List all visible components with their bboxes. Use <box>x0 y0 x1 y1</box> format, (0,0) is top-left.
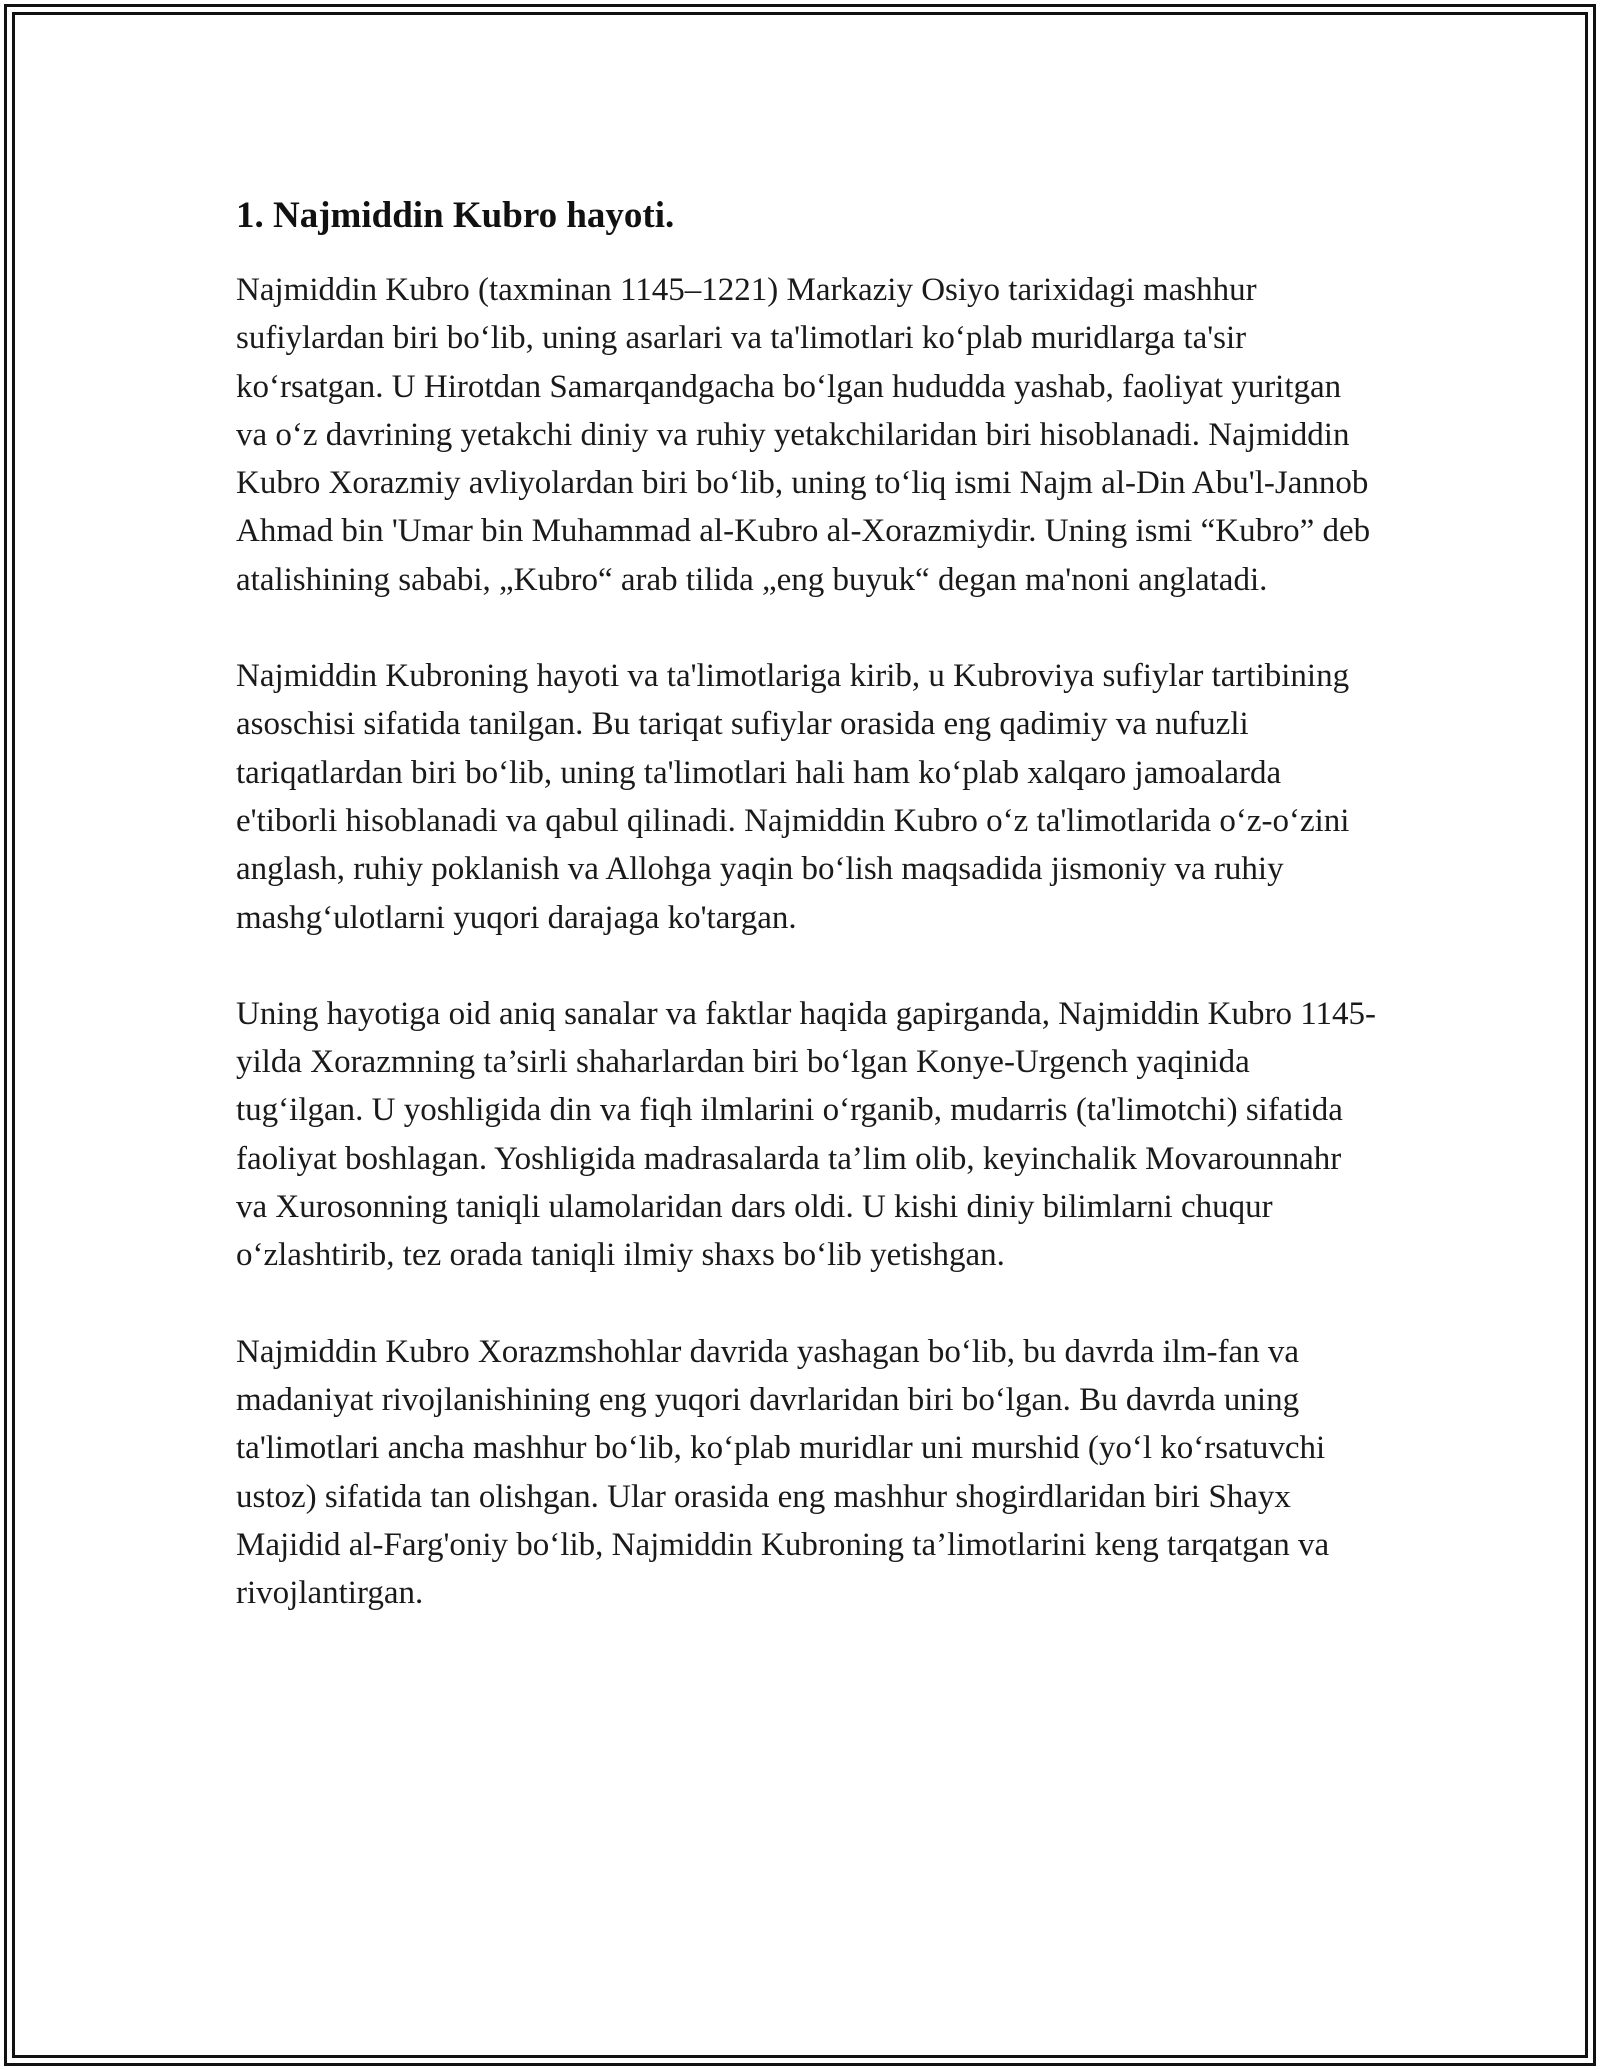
paragraph-2: Najmiddin Kubroning hayoti va ta'limotlariga kirib, u Kubroviya sufiylar tartibining asoschisi sifatida tanilgan. Bu tariqat sufiylar orasida eng qadimiy va nufuzli tariqatlardan biri boʻlib, uning ta'limotlari hali ham koʻplab xalqaro jamoalarda e'tiborli hisoblanadi va qabul qilinadi. Najmiddin Kubro oʻz ta'limotlarida oʻz-oʻzini anglash, ruhiy poklanish va Allohga yaqin boʻlish maqsadida jismoniy va ruhiy mashgʻulotlarni yuqori darajaga ko'targan. <box>236 658 1350 936</box>
paragraph-4: Najmiddin Kubro Xorazmshohlar davrida yashagan boʻlib, bu davrda ilm-fan va madaniyat rivojlanishining eng yuqori davrlaridan biri boʻlgan. Bu davrda uning ta'limotlari ancha mashhur boʻlib, koʻplab muridlar uni murshid (yoʻl koʻrsatuvchi ustoz) sifatida tan olishgan. Ular orasida eng mashhur shogirdlaridan biri Shayx Majidid al-Farg'oniy boʻlib, Najmiddin Kubroning ta’limotlarini keng tarqatgan va rivojlantirgan. <box>236 1333 1330 1612</box>
document-body <box>236 194 1376 1617</box>
paragraph-3: Uning hayotiga oid aniq sanalar va faktlar haqida gapirganda, Najmiddin Kubro 1145-yilda Xorazmning ta’sirli shaharlardan biri boʻlgan Konye-Urgench yaqinida tugʻilgan. U yoshligida din va fiqh ilmlarini oʻrganib, mudarris (ta'limotchi) sifatida faoliyat boshlagan. Yoshligida madrasalarda ta’lim olib, keyinchalik Movarounnahr va Xurosonning taniqli ulamolaridan dars oldi. U kishi diniy bilimlarni chuqur oʻzlashtirib, tez orada taniqli ilmiy shaxs boʻlib yetishgan. <box>236 995 1377 1274</box>
section-title: 1. Najmiddin Kubro hayoti. <box>236 195 675 236</box>
paragraph-1: Najmiddin Kubro (taxminan 1145–1221) Markaziy Osiyo tarixidagi mashhur sufiylardan biri boʻlib, uning asarlari va ta'limotlari koʻplab muridlarga ta'sir koʻrsatgan. U Hirotdan Samarqandgacha boʻlgan hududda yashab, faoliyat yuritgan va oʻz davrining yetakchi diniy va ruhiy yetakchilaridan biri hisoblanadi. Najmiddin Kubro Xorazmiy avliyolardan biri boʻlib, uning toʻliq ismi Najm al-Din Abu'l-Jannob Ahmad bin 'Umar bin Muhammad al-Kubro al-Xorazmiydir. Uning ismi “Kubro” deb atalishining sababi, „Kubro“ arab tilida „eng buyuk“ degan ma'noni anglatadi. <box>236 272 1371 598</box>
